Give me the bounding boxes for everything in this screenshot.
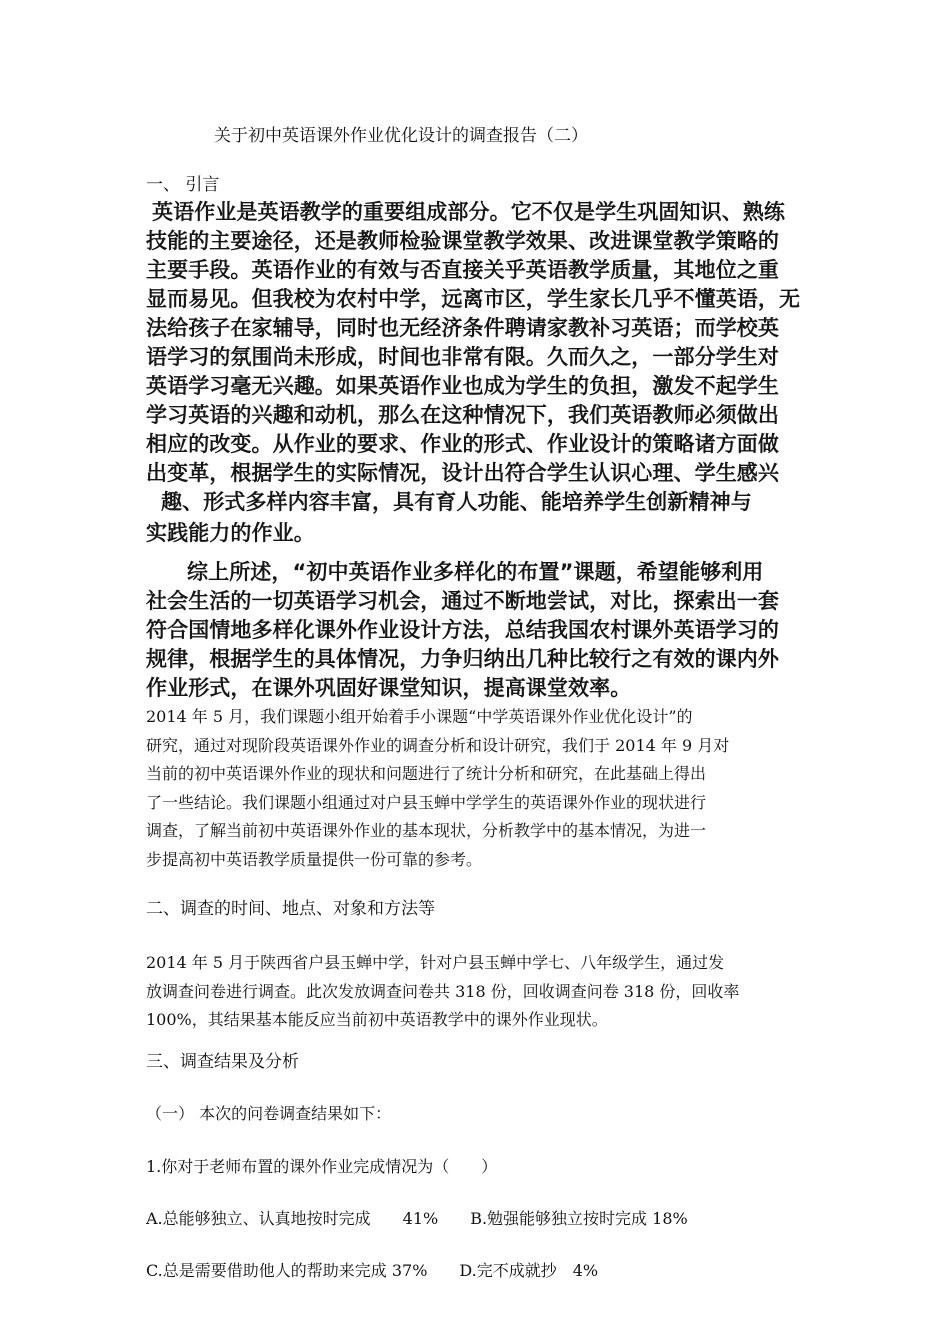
survey-line: 100%，其结果基本能反应当前初中英语教学中的课外作业现状。 [146, 1010, 608, 1030]
intro-line: 学习英语的兴趣和动机，那么在这种情况下，我们英语教师必须做出 [146, 403, 779, 427]
document-title: 关于初中英语课外作业优化设计的调查报告（二） [214, 126, 588, 146]
research-line: 调查，了解当前初中英语课外作业的基本现状，分析教学中的基本情况，为进一 [146, 821, 707, 841]
intro-line: 相应的改变。从作业的要求、作业的形式、作业设计的策略诸方面做 [146, 432, 779, 456]
answer-options-row: C.总是需要借助他人的帮助来完成 37% D.完不成就抄 4% [146, 1261, 599, 1280]
summary-line: 规律，根据学生的具体情况，力争归纳出几种比较行之有效的课内外 [146, 647, 779, 671]
survey-line: 放调查问卷进行调查。此次发放调查问卷共 318 份，回收调查问卷 318 份，回收率 [146, 981, 740, 1001]
summary-line: 作业形式，在课外巩固好课堂知识，提高课堂效率。 [146, 676, 632, 700]
research-line: 步提高初中英语教学质量提供一份可靠的参考。 [146, 850, 483, 869]
research-line: 当前的初中英语课外作业的现状和问题进行了统计分析和研究，在此基础上得出 [146, 764, 707, 784]
summary-line: 社会生活的一切英语学习机会，通过不断地尝试，对比，探索出一套 [146, 589, 779, 613]
answer-options-row: A.总能够独立、认真地按时完成 41% B.勉强能够独立按时完成 18% [146, 1209, 688, 1228]
intro-line: 英语作业是英语教学的重要组成部分。它不仅是学生巩固知识、熟练 [152, 200, 785, 224]
intro-line: 语学习的氛围尚未形成，时间也非常有限。久而久之，一部分学生对 [146, 345, 779, 369]
intro-line: 法给孩子在家辅导，同时也无经济条件聘请家教补习英语；而学校英 [146, 316, 779, 340]
subsection-heading: （一） 本次的问卷调查结果如下： [146, 1104, 392, 1123]
research-line: 了一些结论。我们课题小组通过对户县玉蝉中学学生的英语课外作业的现状进行 [146, 792, 707, 812]
intro-line: 显而易见。但我校为农村中学，远离市区，学生家长几乎不懂英语，无 [146, 287, 801, 311]
summary-line: 综上所述，“初中英语作业多样化的布置”课题，希望能够利用 [187, 560, 764, 584]
intro-line: 英语学习毫无兴趣。如果英语作业也成为学生的负担，激发不起学生 [146, 374, 779, 398]
intro-line: 主要手段。英语作业的有效与否直接关乎英语教学质量，其地位之重 [146, 258, 779, 282]
research-line: 2014 年 5 月，我们课题小组开始着手小课题“中学英语课外作业优化设计”的 [146, 707, 693, 726]
section-heading-survey-details: 二、调查的时间、地点、对象和方法等 [146, 899, 435, 919]
survey-question: 1.你对于老师布置的课外作业完成情况为（ ） [146, 1157, 498, 1176]
section-heading-results: 三、调查结果及分析 [146, 1052, 299, 1072]
research-line: 研究，通过对现阶段英语课外作业的调查分析和设计研究，我们于 2014 年 9 月对 [146, 735, 730, 755]
section-heading-introduction: 一、 引言 [146, 175, 220, 195]
intro-line: 出变革，根据学生的实际情况，设计出符合学生认识心理、学生感兴 [146, 461, 779, 485]
summary-line: 符合国情地多样化课外作业设计方法，总结我国农村课外英语学习的 [146, 618, 779, 642]
intro-line: 趣、形式多样内容丰富，具有育人功能、能培养学生创新精神与 [161, 490, 752, 514]
survey-line: 2014 年 5 月于陕西省户县玉蝉中学，针对户县玉蝉中学七、八年级学生，通过发 [146, 953, 725, 972]
intro-line: 实践能力的作业。 [146, 521, 315, 545]
intro-line: 技能的主要途径，还是教师检验课堂教学效果、改进课堂教学策略的 [146, 229, 779, 253]
